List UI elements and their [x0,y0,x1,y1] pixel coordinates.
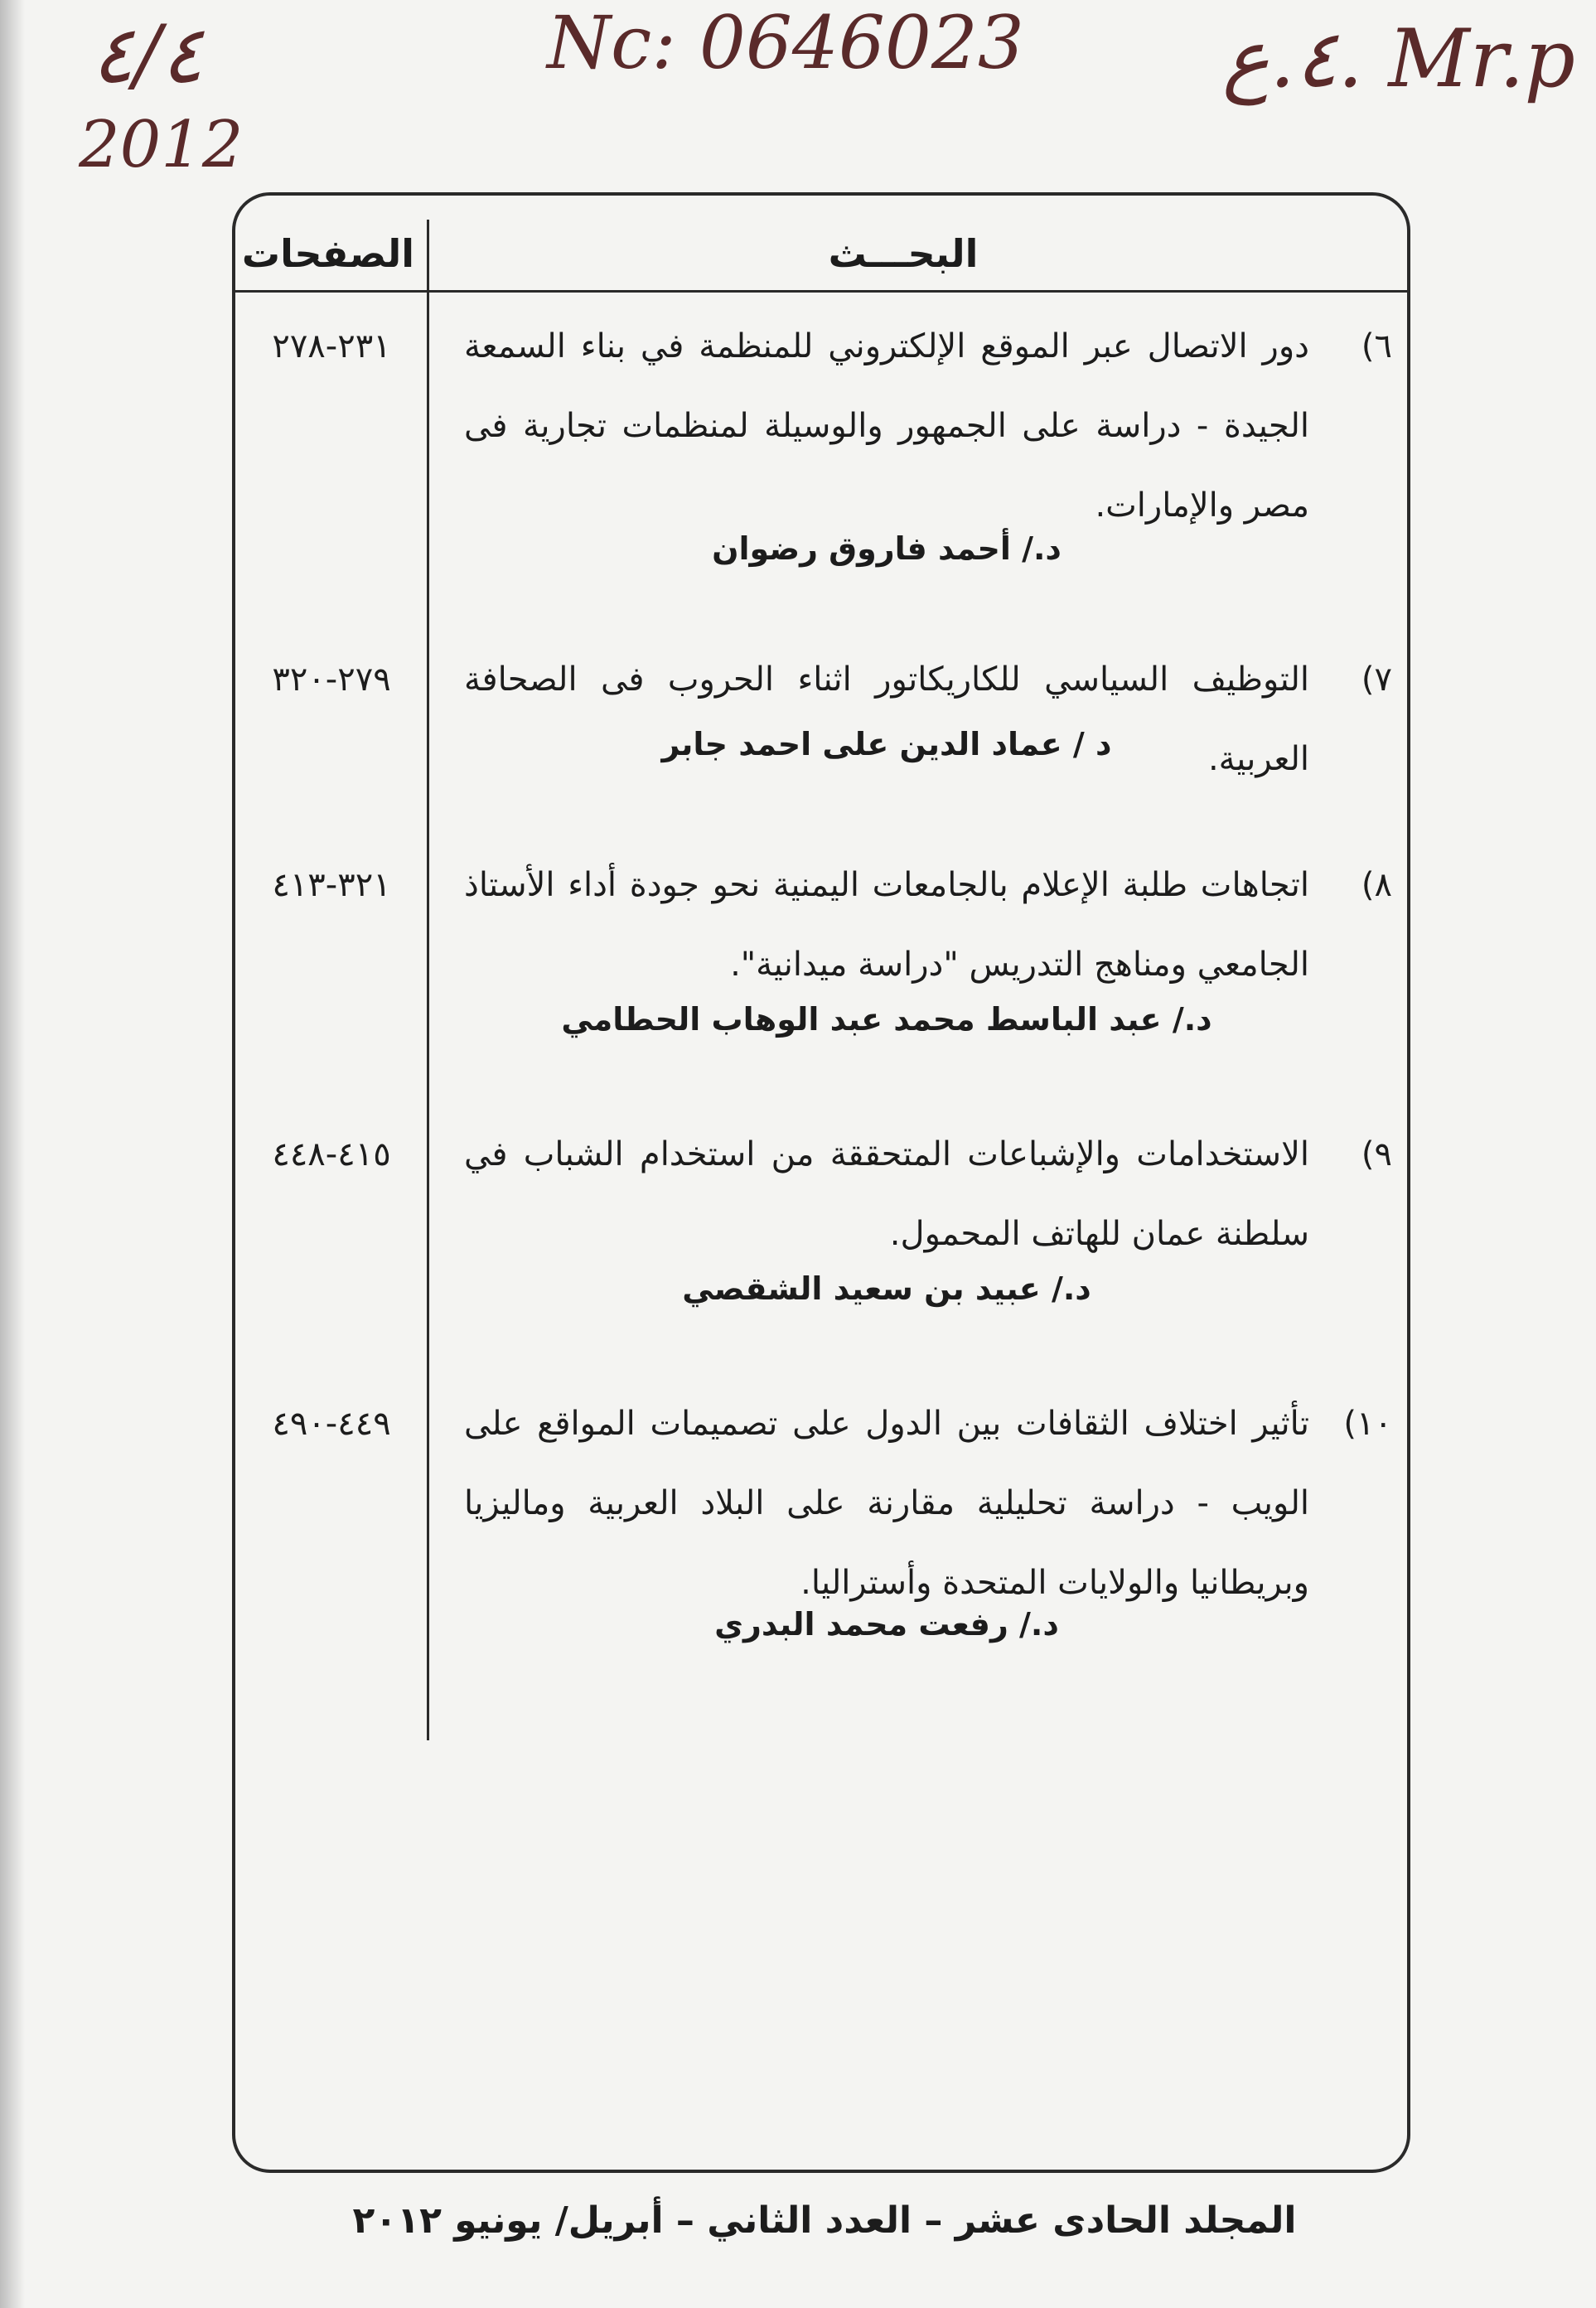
journal-footer: المجلد الحادى عشر – العدد الثاني – أبريل/ يونيو ٢٠١٢ [352,2199,1297,2242]
handwritten-accession-number: Nc: 0646023 [547,0,1024,85]
entry-number: ٨) [1361,866,1392,904]
entry-number: ٧) [1361,660,1392,699]
entry-number: ٩) [1361,1135,1392,1173]
handwritten-mark-left: ٤/٤ [91,8,204,101]
page-edge-shadow [0,0,25,2308]
entry-title: اتجاهات طلبة الإعلام بالجامعات اليمنية نحو جودة أداء الأستاذ الجامعي ومناهج التدريس "دراسة ميدانية". [464,866,1309,984]
handwritten-year: 2012 [79,108,244,182]
column-header-pages: الصفحات [241,231,414,276]
entry-title: التوظيف السياسي للكاريكاتور اثناء الحروب فى الصحافة العربية. [464,660,1309,778]
header-divider [235,290,1407,293]
entry-author: د./ أحمد فاروق رضوان [712,530,1062,567]
column-divider [427,220,429,1740]
entry-title: دور الاتصال عبر الموقع الإلكتروني للمنظمة في بناء السمعة الجيدة - دراسة على الجمهور والوسيلة لمنظمات تجارية فى مصر والإمارات. [464,327,1309,525]
entry-author: د./ رفعت محمد البدري [714,1606,1059,1643]
entry-title: تأثير اختلاف الثقافات بين الدول على تصميمات المواقع على الويب - دراسة تحليلية مقارنة على البلاد العربية وماليزيا وبريطانيا والولايات المتحدة وأستراليا. [464,1405,1309,1602]
entry-author: د / عماد الدين على احمد جابر [661,726,1112,762]
entry-author: د./ عبد الباسط محمد عبد الوهاب الحطامي [561,1001,1212,1038]
column-header-research: البحـــث [828,231,979,276]
entry-pages: ٤٤٩-٤٩٠ [272,1405,391,1443]
entry-pages: ٣٢١-٤١٣ [272,866,391,904]
entry-pages: ٢٧٩-٣٢٠ [272,660,391,699]
entry-title: الاستخدامات والإشباعات المتحققة من استخدام الشباب في سلطنة عمان للهاتف المحمول. [464,1135,1309,1253]
entry-pages: ٢٣١-٢٧٨ [272,327,391,365]
entry-number: ١٠) [1343,1405,1392,1443]
entry-author: د./ عبيد بن سعيد الشقصي [682,1270,1091,1307]
entry-pages: ٤١٥-٤٤٨ [272,1135,391,1173]
entry-number: ٦) [1361,327,1392,365]
handwritten-mark-right: ٤.ع. Mr.p [1222,12,1575,105]
